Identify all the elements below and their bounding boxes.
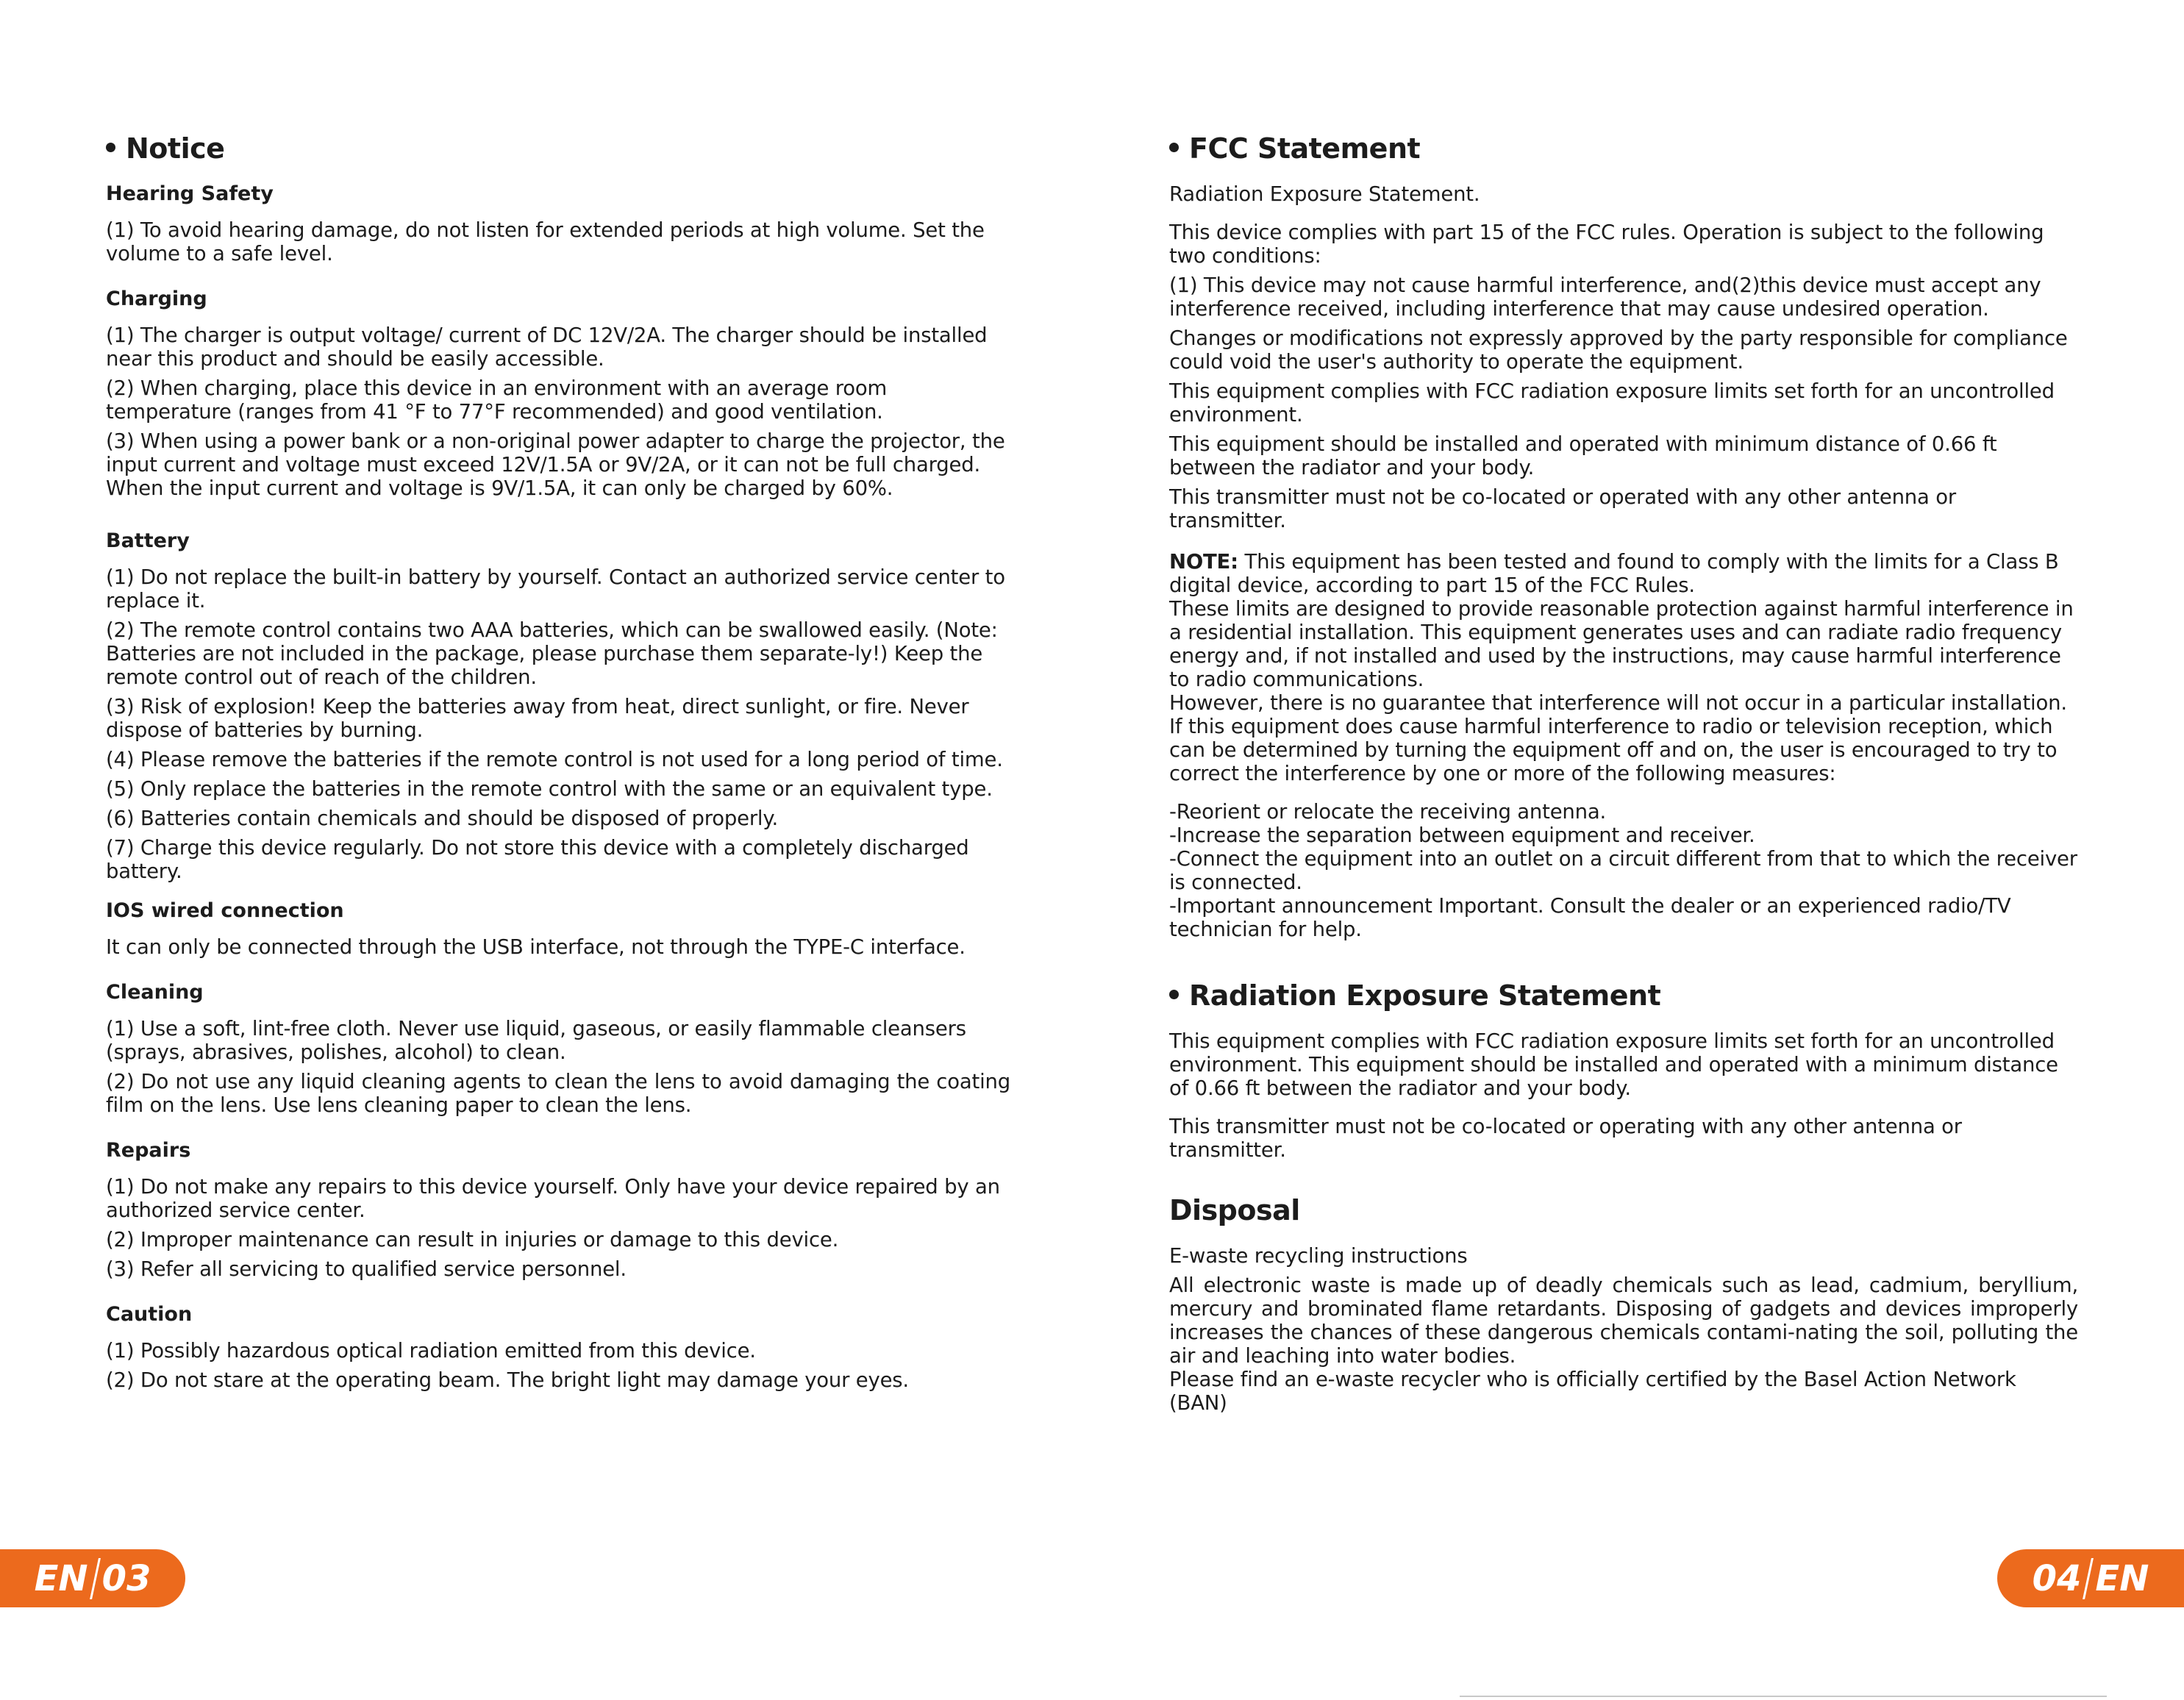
repairs-line: (3) Refer all servicing to qualified service personnel. <box>106 1257 627 1281</box>
battery-line: (5) Only replace the batteries in the remote control with the same or an equivalent type. <box>106 777 993 801</box>
page-number: 03 <box>101 1557 151 1599</box>
hearing-line: (1) To avoid hearing damage, do not listen for extended periods at high volume. Set the volume to a safe level. <box>106 218 985 265</box>
disposal-text-2: Please find an e-waste recycler who is officially certified by the Basel Action Network (BAN) <box>1169 1368 2016 1415</box>
disposal-subtitle: E-waste recycling instructions <box>1169 1244 1468 1268</box>
battery-line: (4) Please remove the batteries if the remote control is not used for a long period of time. <box>106 748 1003 771</box>
page-badge-right <box>1997 1549 2184 1607</box>
divider <box>90 1558 101 1599</box>
fcc-paragraph: This transmitter must not be co-located or operated with any other antenna or transmitter. <box>1169 485 1956 532</box>
bullet-icon <box>1169 143 1179 152</box>
charging-line: (2) When charging, place this device in an environment with an average room temperature (ranges from 41 °F to 77°F recommended) and good ventilation. <box>106 376 888 424</box>
battery-line: (7) Charge this device regularly. Do not store this device with a completely discharged battery. <box>106 836 969 883</box>
radiation-title: Radiation Exposure Statement <box>1169 979 2078 1012</box>
note-line: These limits are designed to provide reasonable protection against harmful interference in a residential installation. This equipment generates uses and can radiate radio frequency energy and, if not installed and used by the instructions, may cause harmful interference to radio communications. <box>1169 597 2074 691</box>
fcc-paragraph: This equipment should be installed and operated with minimum distance of 0.66 ft between the radiator and your body. <box>1169 432 1997 479</box>
cleaning-heading: Cleaning <box>106 981 204 1004</box>
note-line: However, there is no guarantee that interference will not occur in a particular installation. <box>1169 691 2067 715</box>
note-label: NOTE: <box>1169 550 1238 574</box>
fcc-paragraph: This device complies with part 15 of the FCC rules. Operation is subject to the following two conditions: <box>1169 221 2044 268</box>
note-paragraph <box>1169 550 2078 597</box>
repairs-line: (1) Do not make any repairs to this device yourself. Only have your device repaired by an authorized service center. <box>106 1175 1000 1222</box>
divider <box>2083 1558 2094 1599</box>
radiation-paragraph: This transmitter must not be co-located or operating with any other antenna or transmitter. <box>1169 1115 1962 1162</box>
ios-heading: IOS wired connection <box>106 899 344 922</box>
disposal-title: Disposal <box>1169 1194 1300 1226</box>
fcc-title: FCC Statement <box>1169 132 2078 165</box>
repairs-heading: Repairs <box>106 1139 191 1162</box>
cleaning-line: (2) Do not use any liquid cleaning agents to clean the lens to avoid damaging the coating film on the lens. Use lens cleaning paper to clean the lens. <box>106 1070 1010 1117</box>
bullet-icon <box>106 143 115 152</box>
note-line: If this equipment does cause harmful interference to radio or television reception, which can be determined by turning the equipment off and on, the user is encouraged to try to correct the interference by one or more of the following measures: <box>1169 715 2058 785</box>
disposal-text: All electronic waste is made up of deadly chemicals such as lead, cadmium, beryllium, mercury and brominated flame retardants. Disposing of gadgets and devices improperly increases the chances of these dangerous chemicals contami-nating the soil, polluting the air and leaching into water bodies. <box>1169 1274 2078 1368</box>
measure-item: -Important announcement Important. Consult the dealer or an experienced radio/TV technician for help. <box>1169 894 2011 941</box>
repairs-line: (2) Improper maintenance can result in injuries or damage to this device. <box>106 1228 839 1251</box>
page-badge-left <box>0 1549 185 1607</box>
left-column <box>106 132 1010 1398</box>
charging-line: (1) The charger is output voltage/ current of DC 12V/2A. The charger should be installed near this product and should be easily accessible. <box>106 324 988 371</box>
charging-heading: Charging <box>106 288 207 310</box>
battery-line: (6) Batteries contain chemicals and should be disposed of properly. <box>106 807 779 830</box>
charging-line: (3) When using a power bank or a non-original power adapter to charge the projector, the input current and voltage must exceed 12V/1.5A or 9V/2A, or it can not be full charged. When the input current and voltage is 9V/1.5A, it can only be charged by 60%. <box>106 429 1005 500</box>
caution-heading: Caution <box>106 1303 193 1326</box>
battery-heading: Battery <box>106 529 190 552</box>
battery-line: (2) The remote control contains two AAA batteries, which can be swallowed easily. (Note: Batteries are not included in the package, please purchase them separate-ly!) Keep the remote control out of reach of the children. <box>106 618 998 689</box>
battery-line: (1) Do not replace the built-in battery by yourself. Contact an authorized service center to replace it. <box>106 565 1005 612</box>
fcc-paragraph: (1) This device may not cause harmful interference, and(2)this device must accept any interference received, including interference that may cause undesired operation. <box>1169 274 2041 321</box>
note-text: This equipment has been tested and found to comply with the limits for a Class B digital device, according to part 15 of the FCC Rules. <box>1169 550 2059 597</box>
cleaning-line: (1) Use a soft, lint-free cloth. Never use liquid, gaseous, or easily flammable cleansers (sprays, abrasives, polishes, alcohol) to clean. <box>106 1017 966 1064</box>
measure-item: -Increase the separation between equipment and receiver. <box>1169 824 1755 847</box>
lang-label: EN <box>2095 1557 2149 1599</box>
notice-title: Notice <box>106 132 1010 165</box>
caution-line: (2) Do not stare at the operating beam. The bright light may damage your eyes. <box>106 1368 909 1392</box>
bullet-icon <box>1169 990 1179 999</box>
fcc-paragraph: Changes or modifications not expressly approved by the party responsible for compliance could void the user's authority to operate the equipment. <box>1169 326 2068 374</box>
right-column <box>1169 132 2078 1421</box>
caution-line: (1) Possibly hazardous optical radiation emitted from this device. <box>106 1339 756 1362</box>
battery-line: (3) Risk of explosion! Keep the batteries away from heat, direct sunlight, or fire. Never dispose of batteries by burning. <box>106 695 969 742</box>
fcc-paragraph: Radiation Exposure Statement. <box>1169 182 1480 206</box>
fcc-paragraph: This equipment complies with FCC radiation exposure limits set forth for an uncontrolled environment. <box>1169 379 2055 426</box>
footer-rule <box>1460 1696 2107 1697</box>
lang-label: EN <box>34 1557 88 1599</box>
page-number: 04 <box>2032 1557 2082 1599</box>
ios-line: It can only be connected through the USB interface, not through the TYPE-C interface. <box>106 935 966 959</box>
measure-item: -Reorient or relocate the receiving antenna. <box>1169 800 1607 824</box>
radiation-paragraph: This equipment complies with FCC radiation exposure limits set forth for an uncontrolled environment. This equipment should be installed and operated with a minimum distance of 0.66 ft between the radiator and your body. <box>1169 1029 2058 1100</box>
measure-item: -Connect the equipment into an outlet on a circuit different from that to which the receiver is connected. <box>1169 847 2077 894</box>
hearing-heading: Hearing Safety <box>106 182 274 205</box>
